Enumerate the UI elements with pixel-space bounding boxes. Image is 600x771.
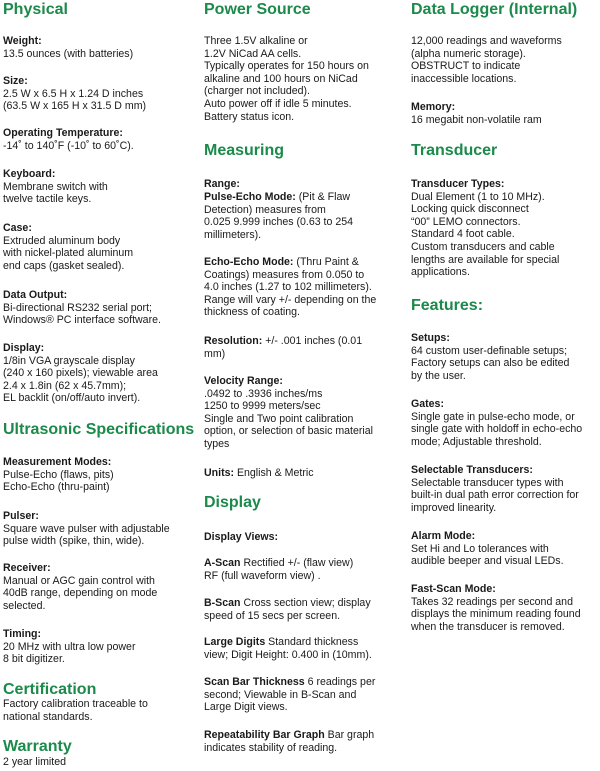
physical-heading: Physical: [3, 1, 68, 18]
fast-scan-text: Takes 32 readings per second and displays the minimum reading found when the transducer is removed.: [411, 595, 581, 633]
case-text: Extruded aluminum body with nickel-plated aluminum end caps (gasket sealed).: [3, 234, 134, 272]
spec-keyboard: [3, 168, 108, 206]
large-digits-spec: [204, 636, 372, 661]
timing-label: Timing:: [3, 628, 42, 640]
scan-bar-text: 6 readings per second; Viewable in B-Scan and Large Digit views.: [204, 676, 376, 714]
memory-text: 16 megabit non-volatile ram: [411, 113, 542, 126]
transducer-heading: Transducer: [411, 142, 498, 159]
pulser-text: Square wave pulser with adjustable pulse width (spike, thin, wide).: [3, 522, 170, 548]
spec-case: [3, 222, 133, 272]
echo-echo-spec: [204, 256, 376, 319]
setups-text: 64 custom user-definable setups; Factory setups can also be edited by the user.: [411, 344, 570, 382]
spec-gates: [411, 398, 582, 448]
memory-label: Memory:: [411, 101, 456, 113]
temperature-text: -14˚ to 140˚F (-10˚ to 60˚C).: [3, 139, 134, 152]
transducer-types-text: Dual Element (1 to 10 MHz). Locking quick disconnect “00” LEMO connectors. Standard 4 foot cable. Custom transducers and cable lengths are available for special applications.: [411, 190, 560, 279]
alarm-mode-label: Alarm Mode:: [411, 530, 476, 542]
display-text: 1/8in VGA grayscale display (240 x 160 pixels); viewable area 2.4 x 1.8in (62 x 45.7mm); EL backlit (on/off/auto invert).: [3, 354, 158, 405]
spec-setups: [411, 332, 569, 382]
fast-scan-label: Fast-Scan Mode:: [411, 583, 496, 595]
range-label: Range:: [204, 178, 240, 190]
power-text: Three 1.5V alkaline or 1.2V NiCad AA cells. Typically operates for 150 hours on alkaline and 100 hours on NiCad (charger not included). Auto power off if idle 5 minutes. Battery status icon.: [204, 35, 369, 123]
repeatability-label: Repeatability Bar Graph: [204, 729, 325, 741]
spec-transducer-types: [411, 178, 559, 279]
temperature-label: Operating Temperature:: [3, 127, 123, 139]
resolution-label: Resolution:: [204, 335, 263, 347]
spec-alarm-mode: [411, 530, 564, 568]
size-label: Size:: [3, 75, 28, 87]
spec-memory: [411, 101, 542, 126]
pulse-echo-text: (Pit & Flaw Detection) measures from 0.025 9.999 inches (0.63 to 254 millimeters).: [204, 191, 354, 241]
gates-label: Gates:: [411, 398, 444, 410]
measuring-heading: Measuring: [204, 142, 285, 159]
scan-bar-label: Scan Bar Thickness: [204, 676, 305, 688]
gates-text: Single gate in pulse-echo mode, or single gate with holdoff in echo-echo mode; Adjustable threshold.: [411, 410, 583, 448]
spec-display: [3, 342, 158, 405]
size-text: 2.5 W x 6.5 H x 1.24 D inches (63.5 W x 165 H x 31.5 D mm): [3, 87, 147, 113]
certification-text: Factory calibration traceable to national standards.: [3, 698, 148, 723]
velocity-label: Velocity Range:: [204, 375, 283, 387]
keyboard-label: Keyboard:: [3, 168, 56, 180]
b-scan-text: Cross section view; display speed of 15 secs per screen.: [204, 597, 371, 622]
warranty-text: 2 year limited: [3, 756, 66, 768]
selectable-transducers-text: Selectable transducer types with built-in dual path error correction for improved linearity.: [411, 476, 579, 514]
pulse-echo-label: Pulse-Echo Mode:: [204, 191, 296, 203]
spec-receiver: [3, 562, 157, 612]
pulser-label: Pulser:: [3, 510, 39, 522]
echo-echo-text: (Thru Paint & Coatings) measures from 0.050 to 4.0 inches (1.27 to 102 millimeters). Range will vary +/- depending on the thickness of coating.: [204, 256, 377, 319]
spec-pulser: [3, 510, 170, 548]
units-label: Units:: [204, 467, 235, 479]
features-heading: Features:: [411, 297, 484, 314]
spec-data-output: [3, 289, 161, 327]
datalogger-text: 12,000 readings and waveforms (alpha numeric storage). OBSTRUCT to indicate inaccessible locations.: [411, 35, 562, 85]
scan-bar-spec: [204, 676, 375, 714]
receiver-label: Receiver:: [3, 562, 51, 574]
b-scan-label: B-Scan: [204, 597, 241, 609]
weight-text: 13.5 ounces (with batteries): [3, 47, 134, 60]
repeatability-text: Bar graph indicates stability of reading.: [204, 729, 375, 754]
case-label: Case:: [3, 222, 32, 234]
a-scan-spec: [204, 557, 353, 582]
measurement-modes-label: Measurement Modes:: [3, 456, 112, 468]
receiver-text: Manual or AGC gain control with 40dB range, depending on mode selected.: [3, 574, 158, 612]
large-digits-text: Standard thickness view; Digit Height: 0.400 in (10mm).: [204, 636, 372, 661]
spec-weight: [3, 35, 133, 60]
alarm-mode-text: Set Hi and Lo tolerances with audible beeper and visual LEDs.: [411, 542, 564, 568]
ultrasonic-heading: Ultrasonic Specifications: [3, 421, 195, 438]
display-heading: Display: [204, 494, 261, 511]
warranty-heading: Warranty: [3, 738, 72, 755]
a-scan-label: A-Scan: [204, 557, 241, 569]
selectable-transducers-label: Selectable Transducers:: [411, 464, 533, 476]
measurement-modes-text: Pulse-Echo (flaws, pits) Echo-Echo (thru-paint): [3, 468, 114, 494]
transducer-types-label: Transducer Types:: [411, 178, 505, 190]
display-label: Display:: [3, 342, 45, 354]
spec-measurement-modes: [3, 456, 114, 494]
spec-timing: [3, 628, 135, 666]
data-output-text: Bi-directional RS232 serial port; Windows® PC interface software.: [3, 301, 161, 327]
units-text: English & Metric: [234, 467, 314, 479]
data-output-label: Data Output:: [3, 289, 68, 301]
velocity-spec: [204, 375, 373, 451]
weight-label: Weight:: [3, 35, 42, 47]
a-scan-text: Rectified +/- (flaw view) RF (full waveform view) .: [204, 557, 354, 582]
velocity-text: .0492 to .3936 inches/ms 1250 to 9999 meters/sec Single and Two point calibration option, or selection of basic material types: [204, 387, 373, 450]
echo-echo-label: Echo-Echo Mode:: [204, 256, 294, 268]
units-spec: [204, 467, 314, 480]
display-views-label: Display Views:: [204, 531, 278, 543]
spec-size: [3, 75, 146, 113]
resolution-text: +/- .001 inches (0.01 mm): [204, 335, 363, 360]
keyboard-text: Membrane switch with twelve tactile keys.: [3, 180, 108, 206]
spec-temperature: [3, 127, 134, 152]
pulse-echo-spec: [204, 191, 353, 241]
power-heading: Power Source: [204, 1, 311, 18]
repeatability-spec: [204, 729, 374, 754]
large-digits-label: Large Digits: [204, 636, 266, 648]
timing-text: 20 MHz with ultra low power 8 bit digitizer.: [3, 640, 136, 666]
resolution-spec: [204, 335, 362, 360]
b-scan-spec: [204, 597, 371, 622]
setups-label: Setups:: [411, 332, 450, 344]
spec-fast-scan: [411, 583, 581, 633]
certification-heading: Certification: [3, 681, 97, 698]
spec-selectable-transducers: [411, 464, 579, 514]
datalogger-heading: Data Logger (Internal): [411, 1, 578, 18]
